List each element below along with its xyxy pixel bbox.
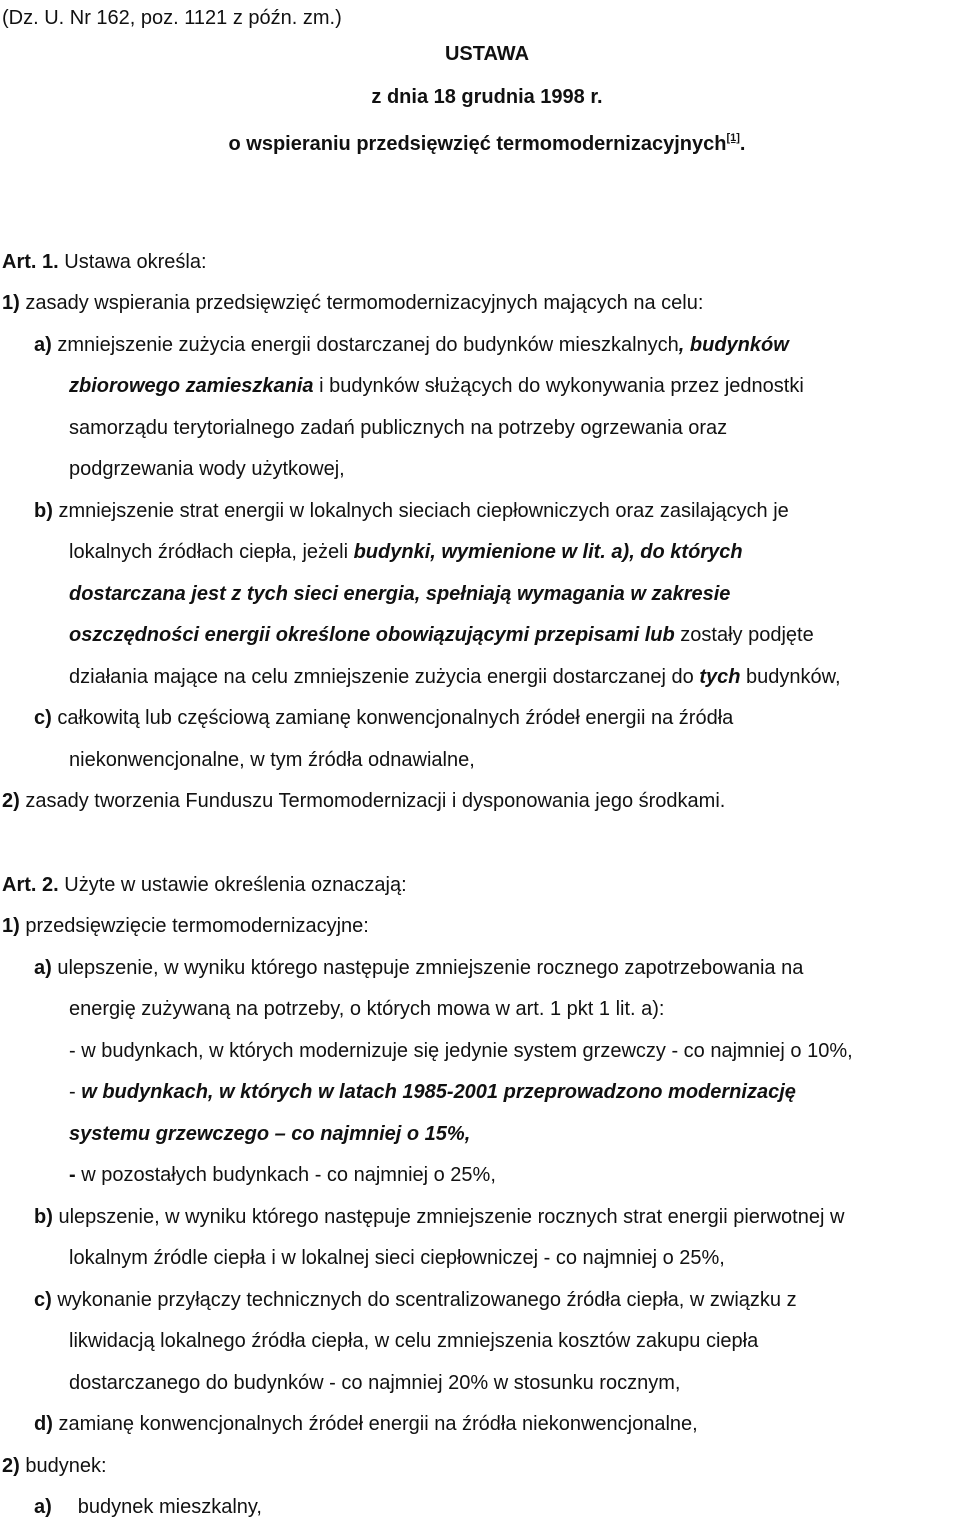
- art-1-letter-b-line-5: [69, 665, 841, 689]
- act-subject-text: o wspieraniu przedsięwzięć termomodernizacyjnych: [228, 133, 727, 155]
- art-2-letter-c-line-3: dostarczanego do budynków - co najmniej 20% w stosunku rocznym,: [69, 1372, 681, 1394]
- amended-text: oszczędności energii określone obowiązującymi przepisami lub: [69, 624, 675, 646]
- art-1-letter-a-line-1: [34, 333, 789, 357]
- amended-text: , budynków: [678, 334, 789, 356]
- art-2-letter-c-line-1: [34, 1288, 797, 1312]
- act-subject-end: .: [739, 133, 746, 155]
- art-2-heading: Art. 2.: [2, 874, 59, 896]
- art-1-intro: [2, 250, 207, 274]
- art-1-point-2: [2, 789, 725, 813]
- letter-text: budynków,: [740, 666, 841, 688]
- art-2-letter-b-line-2: lokalnym źródle ciepła i w lokalnej sieci ciepłowniczej - co najmniej o 25%,: [69, 1247, 725, 1269]
- amended-text: tych: [699, 666, 741, 688]
- letter-label: a): [34, 957, 52, 979]
- letter-text: ulepszenie, w wyniku którego następuje zmniejszenie rocznego zapotrzebowania na: [51, 957, 804, 979]
- art-1-point-1: [2, 291, 703, 315]
- art-1-intro-text: Ustawa określa:: [58, 251, 207, 273]
- letter-text: i budynków służących do wykonywania przez jednostki: [313, 375, 804, 397]
- letter-text: lokalnych źródłach ciepła, jeżeli: [69, 541, 354, 563]
- footnote-1-link[interactable]: [1]: [726, 132, 740, 144]
- point-number: 1): [2, 292, 20, 314]
- art-2-indent-2: [69, 1080, 796, 1104]
- letter-label: d): [34, 1413, 53, 1435]
- art-2-letter-d-line-1: [34, 1412, 698, 1436]
- point-number: 2): [2, 1455, 20, 1477]
- letter-label: b): [34, 1206, 53, 1228]
- letter-label: a): [34, 334, 52, 356]
- point-text: budynek:: [19, 1455, 107, 1477]
- art-1-letter-c-line-1: [34, 706, 733, 730]
- point-text: zasady tworzenia Funduszu Termomodernizacji i dysponowania jego środkami.: [19, 790, 726, 812]
- letter-text: zamianę konwencjonalnych źródeł energii na źródła niekonwencjonalne,: [52, 1413, 698, 1435]
- art-2-intro-text: Użyte w ustawie określenia oznaczają:: [58, 874, 407, 896]
- art-1-letter-a-line-2: [69, 374, 804, 398]
- art-1-letter-b-line-1: [34, 499, 789, 523]
- art-2-indent-2-cont: systemu grzewczego – co najmniej o 15%,: [69, 1123, 471, 1145]
- point-text: przedsięwzięcie termomodernizacyjne:: [19, 915, 369, 937]
- letter-text: ulepszenie, w wyniku którego następuje zmniejszenie rocznych strat energii pierwotnej w: [52, 1206, 845, 1228]
- amended-text: w budynkach, w których w latach 1985-2001 przeprowadzono modernizację: [81, 1081, 796, 1103]
- art-2-letter-a-line-1: [34, 956, 803, 980]
- point-text: zasady wspierania przedsięwzięć termomodernizacyjnych mających na celu:: [19, 292, 704, 314]
- art-2-point-1: [2, 914, 369, 938]
- letter-label: a): [34, 1496, 52, 1518]
- indent-dash: -: [69, 1164, 76, 1186]
- art-1-letter-a-line-4: podgrzewania wody użytkowej,: [69, 458, 345, 480]
- letter-text: zmniejszenie strat energii w lokalnych sieciach ciepłowniczych oraz zasilających je: [52, 500, 789, 522]
- art-2-letter-a-line-2: energię zużywaną na potrzeby, o których mowa w art. 1 pkt 1 lit. a):: [69, 998, 665, 1020]
- letter-text: zmniejszenie zużycia energii dostarczanej do budynków mieszkalnych: [51, 334, 679, 356]
- art-1-letter-b-line-3: dostarczana jest z tych sieci energia, spełniają wymagania w zakresie: [69, 583, 731, 605]
- art-2-point-2: [2, 1454, 107, 1478]
- letter-text: zostały podjęte: [674, 624, 814, 646]
- letter-text: budynek mieszkalny,: [77, 1496, 262, 1518]
- art-1-heading: Art. 1.: [2, 251, 59, 273]
- letter-text: działania mające na celu zmniejszenie zużycia energii dostarczanej do: [69, 666, 700, 688]
- point-number: 2): [2, 790, 20, 812]
- art-2-point-2-letter-a: [34, 1495, 262, 1519]
- art-1-letter-b-line-4: [69, 623, 814, 647]
- art-1-letter-c-line-2: niekonwencjonalne, w tym źródła odnawialne,: [69, 749, 475, 771]
- letter-text: wykonanie przyłączy technicznych do scentralizowanego źródła ciepła, w związku z: [51, 1289, 797, 1311]
- act-type-title: USTAWA: [444, 43, 530, 65]
- indent-dash: -: [69, 1081, 82, 1103]
- art-1-letter-a-line-3: samorządu terytorialnego zadań publicznych na potrzeby ogrzewania oraz: [69, 417, 728, 439]
- amended-text: zbiorowego zamieszkania: [69, 375, 314, 397]
- letter-label: b): [34, 500, 53, 522]
- letter-label: c): [34, 1289, 52, 1311]
- art-1-letter-b-line-2: [69, 540, 743, 564]
- amended-text: budynki, wymienione w lit. a), do których: [353, 541, 743, 563]
- art-2-indent-3: [69, 1163, 496, 1187]
- letter-label: c): [34, 707, 52, 729]
- indent-text: w pozostałych budynkach - co najmniej o 25%,: [75, 1164, 496, 1186]
- art-2-letter-c-line-2: likwidacją lokalnego źródła ciepła, w celu zmniejszenia kosztów zakupu ciepła: [69, 1330, 759, 1352]
- art-2-indent-1: - w budynkach, w których modernizuje się jedynie system grzewczy - co najmniej o 10%,: [69, 1040, 853, 1062]
- art-2-letter-b-line-1: [34, 1205, 844, 1229]
- point-number: 1): [2, 915, 20, 937]
- letter-text: całkowitą lub częściową zamianę konwencjonalnych źródeł energii na źródła: [51, 707, 734, 729]
- act-subject: [0, 126, 960, 156]
- art-2-intro: [2, 873, 407, 897]
- publication-source: (Dz. U. Nr 162, poz. 1121 z późn. zm.): [2, 7, 342, 29]
- act-date: z dnia 18 grudnia 1998 r.: [371, 86, 603, 108]
